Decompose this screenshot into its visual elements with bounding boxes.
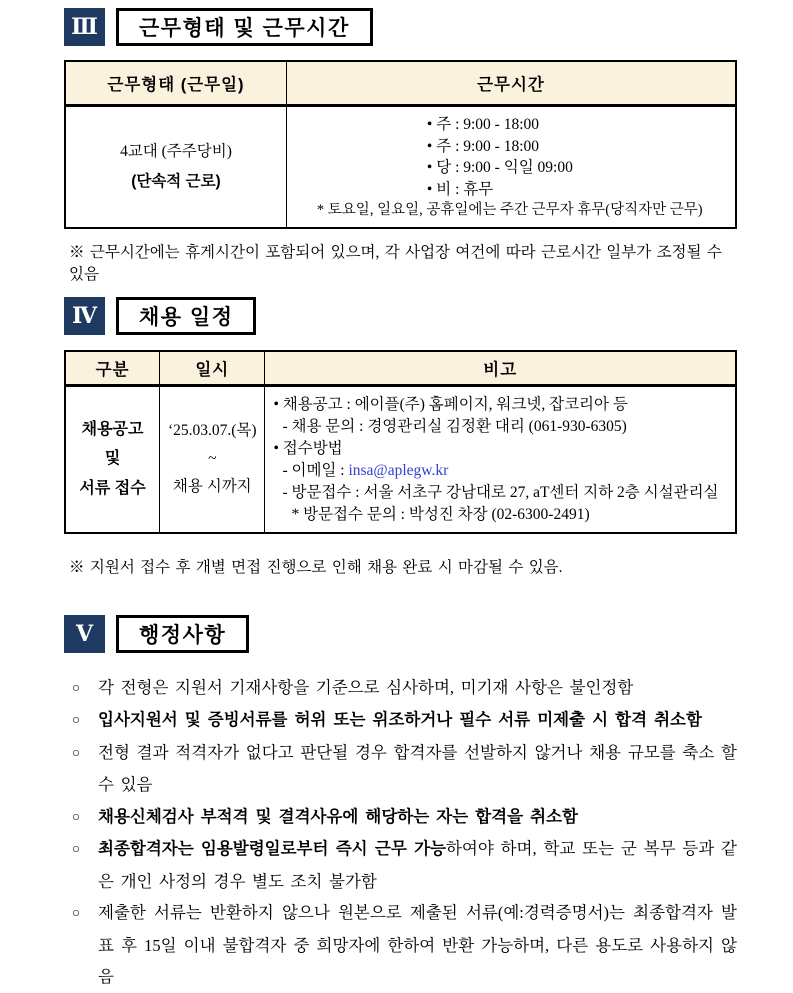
work-table-header-row [65, 61, 736, 106]
admin-item [72, 704, 737, 737]
work-time-footnote: * 토요일, 일요일, 공휴일에는 주간 근무자 휴무(당직자만 근무) [316, 202, 703, 218]
work-time-line: • 주 : 9:00 - 18:00 [426, 137, 540, 155]
admin-list [64, 672, 737, 993]
work-table-header-type: 근무형태 (근무일) [65, 61, 286, 106]
admin-item [72, 737, 737, 801]
circle-bullet-icon: ○ [72, 905, 81, 920]
section-admin-title: 행정사항 [116, 615, 249, 653]
schedule-category-line: 채용공고 [81, 420, 144, 438]
schedule-category-line: 서류 접수 [79, 479, 146, 497]
section-work-header [64, 8, 737, 46]
admin-item [72, 672, 737, 705]
circle-bullet-icon: ○ [72, 808, 81, 824]
admin-item-text: 제출한 서류는 반환하지 않으나 원본으로 제출된 서류(예:경력증명서)는 최종합격자 발표 후 15일 이내 불합격자 중 희망자에 한하여 반환 가능하며, 다른 용도로 사용하지 않음 [98, 903, 737, 986]
schedule-note: ※ 지원서 접수 후 개별 면접 진행으로 인해 채용 완료 시 마감될 수 있음. [69, 558, 563, 576]
admin-item-text: 전형 결과 적격자가 없다고 판단될 경우 합격자를 선발하지 않거나 채용 규모를 축소 할 수 있음 [98, 742, 737, 794]
admin-item [72, 833, 737, 897]
schedule-date-tilde: ~ [208, 450, 217, 468]
schedule-table-row [65, 385, 736, 533]
section-admin-numeral-badge: Ⅴ [64, 615, 105, 653]
section-admin [64, 615, 737, 993]
section-schedule-title: 채용 일정 [116, 297, 256, 335]
work-table-row [65, 106, 736, 228]
section-schedule-numeral-badge: Ⅳ [64, 297, 105, 335]
recruit-schedule-table [64, 350, 737, 534]
work-type-line2: (단속적 근로) [131, 172, 221, 190]
admin-item-text: 입사지원서 및 증빙서류를 허위 또는 위조하거나 필수 서류 미제출 시 합격 취소함 [98, 711, 702, 729]
work-type-line1: 4교대 (주주당비) [120, 142, 232, 160]
circle-bullet-icon: ○ [72, 744, 81, 760]
email-link[interactable]: insa@aplegw.kr [348, 461, 449, 479]
work-note: ※ 근무시간에는 휴게시간이 포함되어 있으며, 각 사업장 여건에 따라 근로시간 일부가 조정될 수 있음 [69, 243, 722, 283]
admin-item-text: 최종합격자는 임용발령일로부터 즉시 근무 가능하여야 하며, 학교 또는 군 복무 등과 같은 개인 사정의 경우 별도 조치 불가함 [98, 839, 737, 891]
remark-visit-contact-line: * 방문접수 문의 : 박성진 차장 (02-6300-2491) [291, 505, 590, 523]
remark-email-prefix: - 이메일 : [282, 461, 349, 479]
schedule-table-header-remark: 비고 [265, 351, 736, 386]
schedule-table-header-category: 구분 [65, 351, 160, 386]
work-time-line: • 비 : 휴무 [426, 180, 494, 198]
remark-announce-line: • 채용공고 : 에이플(주) 홈페이지, 워크넷, 잡코리아 등 [273, 395, 628, 413]
work-table-header-time: 근무시간 [286, 61, 736, 106]
section-admin-header [64, 615, 737, 653]
schedule-category-line: 및 [104, 450, 121, 468]
work-schedule-table [64, 60, 737, 229]
section-work [64, 8, 737, 284]
remark-apply-method-line: • 접수방법 [273, 439, 343, 457]
schedule-date-line: ‘25.03.07.(목) [167, 422, 257, 440]
work-time-cell [286, 106, 736, 228]
work-time-line: • 당 : 9:00 - 익일 09:00 [426, 159, 573, 176]
schedule-category-cell [65, 385, 160, 533]
section-work-numeral-badge: Ⅲ [64, 8, 105, 46]
remark-email-line [273, 460, 733, 482]
admin-item [72, 897, 737, 993]
work-time-line: • 주 : 9:00 - 18:00 [426, 116, 540, 133]
circle-bullet-icon: ○ [72, 679, 81, 695]
section-work-title: 근무형태 및 근무시간 [116, 8, 373, 46]
circle-bullet-icon: ○ [72, 841, 81, 856]
admin-item-text: 각 전형은 지원서 기재사항을 기준으로 심사하며, 미기재 사항은 불인정함 [98, 677, 634, 697]
remark-visit-line: - 방문접수 : 서울 서초구 강남대로 27, aT센터 지하 2층 시설관리실 [282, 483, 719, 501]
schedule-remark-cell [265, 385, 736, 533]
schedule-table-header-date: 일시 [160, 351, 265, 386]
section-schedule-header [64, 297, 737, 335]
admin-item [72, 801, 737, 834]
schedule-table-header-row [65, 351, 736, 386]
schedule-date-cell [160, 385, 265, 533]
schedule-date-line: 채용 시까지 [172, 477, 252, 495]
section-schedule [64, 297, 737, 577]
work-type-cell [65, 106, 286, 228]
remark-contact-line: - 채용 문의 : 경영관리실 김정환 대리 (061-930-6305) [282, 417, 627, 435]
admin-item-text: 채용신체검사 부적격 및 결격사유에 해당하는 자는 합격을 취소함 [98, 807, 578, 826]
circle-bullet-icon: ○ [72, 712, 81, 727]
